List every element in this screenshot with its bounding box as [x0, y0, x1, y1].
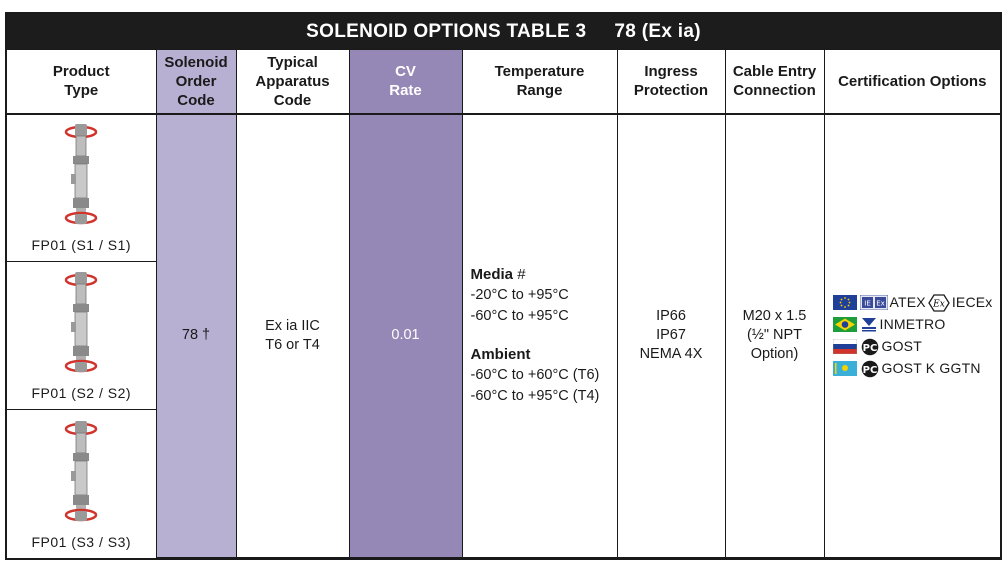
certification-options-cell	[824, 114, 1000, 558]
table-title-main: SOLENOID OPTIONS TABLE 3	[306, 20, 587, 42]
russia-flag-icon	[833, 339, 857, 354]
cert-atex-iecex: IE Ex ATEX Ex IECEx	[833, 292, 1001, 314]
solenoid-order-code-cell: 78 †	[156, 114, 236, 558]
valve-actuator-icon	[61, 266, 101, 378]
media-heading: Media #	[470, 265, 526, 283]
header-certification-options: Certification Options	[824, 50, 1000, 114]
product-label: FP01 (S3 / S3)	[31, 533, 132, 550]
product-cell-3	[7, 410, 156, 558]
header-cable-entry-connection: Cable Entry Connection	[725, 50, 824, 114]
svg-text:IE: IE	[863, 299, 871, 308]
options-grid	[7, 49, 1000, 558]
header-temperature-range: Temperature Range	[462, 50, 617, 114]
temperature-range-cell	[462, 114, 617, 558]
media-range-1: -20°C to +95°C	[470, 286, 569, 303]
svg-text:PC: PC	[862, 342, 877, 354]
svg-text:Ex: Ex	[933, 299, 945, 310]
cert-gost-k-ggtn: PC GOST K GGTN	[833, 358, 1001, 380]
inmetro-icon	[860, 317, 878, 333]
kazakhstan-flag-icon	[833, 361, 857, 376]
valve-actuator-icon	[61, 118, 101, 230]
gost-pc-icon	[860, 338, 880, 356]
ambient-range-2: -60°C to +95°C (T4)	[470, 387, 600, 404]
ambient-range-1: -60°C to +60°C (T6)	[470, 366, 600, 383]
solenoid-options-table	[5, 12, 1002, 560]
eu-flag-icon	[833, 295, 857, 310]
ingress-protection-cell: IP66 IP67 NEMA 4X	[617, 114, 725, 558]
product-label: FP01 (S1 / S1)	[31, 237, 132, 253]
product-cell-2	[7, 262, 156, 410]
header-ingress-protection: Ingress Protection	[617, 50, 725, 114]
gost-pc-icon	[860, 360, 880, 378]
iecex-icon	[860, 295, 888, 310]
table-title	[7, 14, 1000, 49]
svg-text:Ex: Ex	[875, 299, 885, 308]
product-label: FP01 (S2 / S2)	[31, 385, 132, 401]
cert-gost: PC GOST	[833, 336, 1001, 358]
svg-text:PC: PC	[862, 364, 877, 376]
brazil-flag-icon	[833, 317, 857, 332]
cert-inmetro: INMETRO	[833, 314, 1001, 336]
header-typical-apparatus-code: Typical Apparatus Code	[236, 50, 349, 114]
cv-rate-cell: 0.01	[349, 114, 462, 558]
valve-actuator-icon	[61, 415, 101, 527]
product-cell-1	[7, 114, 156, 262]
media-range-2: -60°C to +95°C	[470, 307, 569, 324]
ambient-heading: Ambient	[470, 345, 531, 363]
table-title-code: 78 (Ex ia)	[614, 20, 701, 42]
ex-hexagon-icon	[928, 294, 950, 312]
apparatus-code-cell: Ex ia IIC T6 or T4	[236, 114, 349, 558]
header-solenoid-order-code: Solenoid Order Code	[156, 50, 236, 114]
header-cv-rate: CV Rate	[349, 50, 462, 114]
cable-entry-cell: M20 x 1.5 (½" NPT Option)	[725, 114, 824, 558]
header-product-type: Product Type	[7, 50, 156, 114]
